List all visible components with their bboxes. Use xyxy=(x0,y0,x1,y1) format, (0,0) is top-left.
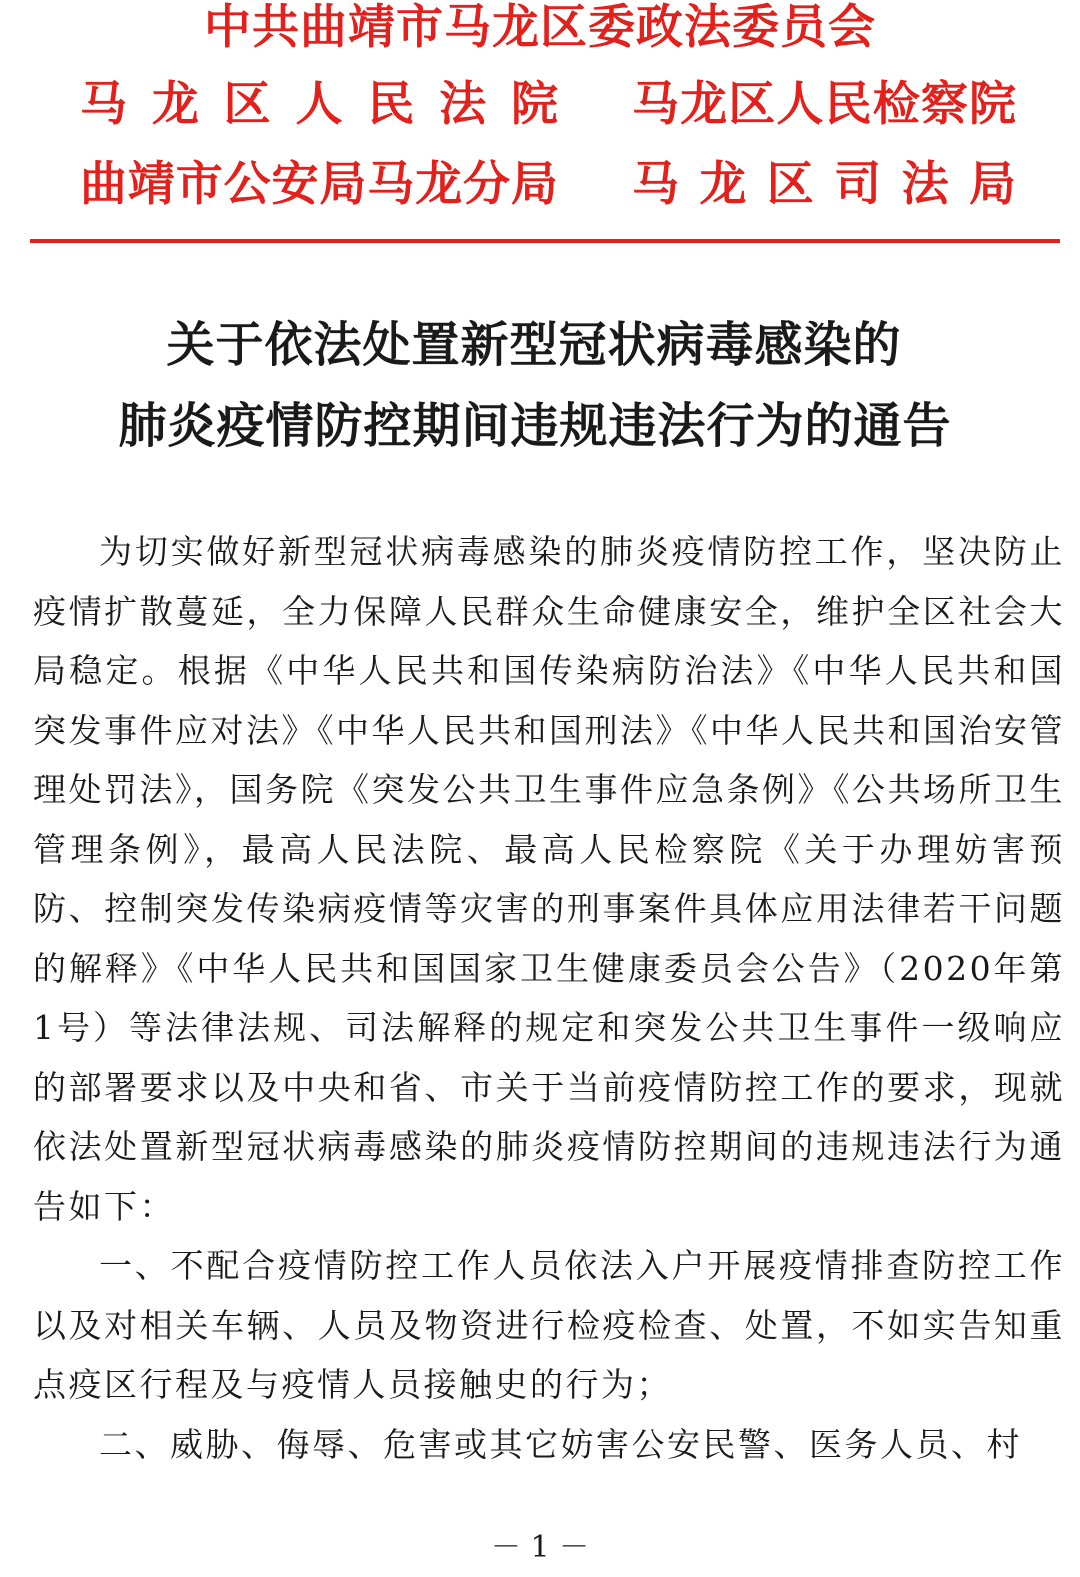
agency-name-char: 察 xyxy=(920,77,968,132)
agency-name-char: 曲 xyxy=(80,157,127,212)
agency-public-security xyxy=(80,155,558,215)
agency-name-char: 区 xyxy=(223,77,271,132)
agency-name-char: 龙 xyxy=(415,157,463,212)
agency-row-1 xyxy=(80,75,1020,135)
agency-name-char: 民 xyxy=(824,77,872,132)
agency-name-char: 马 xyxy=(632,157,679,212)
agency-name-char: 马 xyxy=(367,157,415,212)
agency-name-char: 院 xyxy=(968,77,1016,132)
agency-name-char: 龙 xyxy=(151,77,199,132)
main-agency-name: 中共曲靖市马龙区委政法委员会 xyxy=(204,0,876,55)
agency-name-char: 公 xyxy=(223,157,271,212)
agency-court xyxy=(80,75,558,135)
agency-name-char: 法 xyxy=(901,157,949,212)
agency-name-char: 局 xyxy=(968,157,1016,212)
agency-name-char: 龙 xyxy=(699,157,747,212)
agency-justice-bureau xyxy=(632,155,1016,215)
agency-name-char: 司 xyxy=(834,157,882,212)
agency-name-char: 安 xyxy=(271,157,319,212)
agency-name-char: 靖 xyxy=(127,157,175,212)
document-body xyxy=(33,522,1065,1474)
body-paragraph-intro: 为切实做好新型冠状病毒感染的肺炎疫情防控工作，坚决防止疫情扩散蔓延，全力保障人民群众生命健康安全，维护全区社会大局稳定。根据《中华人民共和国传染病防治法》《中华人民共和国突发事件应对法》《中华人民共和国刑法》《中华人民共和国治安管理处罚法》，国务院《突发公共卫生事件应急条例》《公共场所卫生管理条例》，最高人民法院、最高人民检察院《关于办理妨害预防、控制突发传染病疫情等灾害的刑事案件具体应用法律若干问题的解释》《中华人民共和国国家卫生健康委员会公告》（2020年第1号）等法律法规、司法解释的规定和突发公共卫生事件一级响应的部署要求以及中央和省、市关于当前疫情防控工作的要求，现就依法处置新型冠状病毒感染的肺炎疫情防控期间的违规违法行为通告如下： xyxy=(33,532,1065,1226)
agency-name-char: 检 xyxy=(872,77,920,132)
agency-name-char: 龙 xyxy=(680,77,728,132)
agency-name-char: 局 xyxy=(510,157,558,212)
body-paragraph-item-2: 二、威胁、侮辱、危害或其它妨害公安民警、医务人员、村 xyxy=(99,1424,1022,1464)
agency-name-char: 局 xyxy=(319,157,367,212)
agency-name-char: 马 xyxy=(632,77,679,132)
agency-name-char: 区 xyxy=(728,77,776,132)
agency-name-char: 马 xyxy=(80,77,127,132)
agency-name-char: 法 xyxy=(439,77,487,132)
red-divider-line xyxy=(30,239,1060,243)
document-title-line-1: 关于依法处置新型冠状病毒感染的 xyxy=(166,317,902,373)
page-number: － 1 － xyxy=(490,1530,590,1565)
agency-row-2 xyxy=(80,155,1020,215)
document-title-line-2: 肺炎疫情防控期间违规违法行为的通告 xyxy=(118,398,952,454)
agency-name-char: 分 xyxy=(463,157,510,212)
body-paragraph-item-1: 一、不配合疫情防控工作人员依法入户开展疫情排查防控工作以及对相关车辆、人员及物资进行检疫检查、处置，不如实告知重点疫区行程及与疫情人员接触史的行为； xyxy=(33,1246,1065,1404)
agency-name-char: 区 xyxy=(766,157,814,212)
agency-name-char: 人 xyxy=(295,77,343,132)
agency-name-char: 民 xyxy=(367,77,415,132)
agency-name-char: 人 xyxy=(776,77,824,132)
agency-procuratorate xyxy=(632,75,1016,135)
agency-name-char: 市 xyxy=(175,157,223,212)
agency-name-char: 院 xyxy=(510,77,558,132)
